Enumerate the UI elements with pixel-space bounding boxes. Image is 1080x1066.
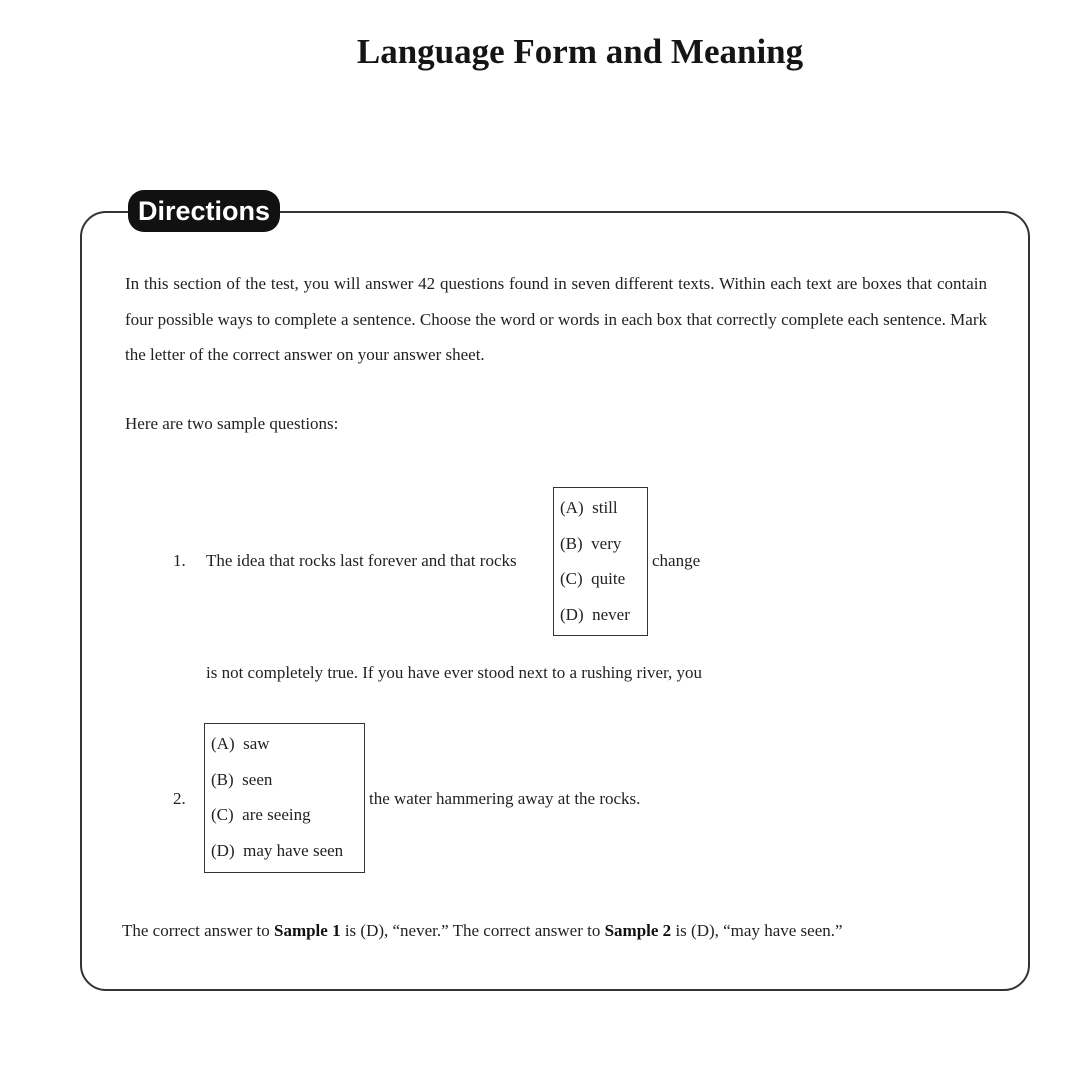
question-1-options <box>553 487 648 636</box>
directions-intro: In this section of the test, you will answer 42 questions found in seven different texts. Within each text are boxes that contain four possible ways to complete a sentence. Choose the word or words in each box that correctly complete each sentence. Mark the letter of the correct answer on your answer sheet. <box>125 274 987 364</box>
question-2-options <box>204 723 365 873</box>
samples-intro: Here are two sample questions: <box>125 414 339 433</box>
question-1-number: 1. <box>173 551 186 570</box>
question-2-after: the water hammering away at the rocks. <box>369 789 641 808</box>
sample-2-label: Sample 2 <box>604 921 672 940</box>
question-2-option-c[interactable]: (C) are seeing <box>211 805 311 824</box>
question-1-text: The idea that rocks last forever and that rocks <box>206 551 517 570</box>
question-1-option-a[interactable]: (A) still <box>560 498 618 517</box>
question-1-after: change <box>652 551 701 570</box>
question-1-option-d[interactable]: (D) never <box>560 604 630 624</box>
directions-label: Directions <box>128 190 280 232</box>
question-1-option-b[interactable]: (B) very <box>560 533 622 553</box>
answer-explanation: The correct answer to Sample 1 is (D), “never.” The correct answer to Sample 2 is (D), “may have seen.” <box>122 921 843 940</box>
question-2-option-a[interactable]: (A) saw <box>211 734 270 753</box>
question-2-option-b[interactable]: (B) seen <box>211 769 273 789</box>
sample-1-label: Sample 1 <box>273 921 341 940</box>
question-2-option-d[interactable]: (D) may have seen <box>211 840 344 860</box>
question-2-number: 2. <box>173 789 186 808</box>
passage-continuation: is not completely true. If you have ever stood next to a rushing river, you <box>206 663 702 682</box>
page-title: Language Form and Meaning <box>356 32 804 71</box>
question-1-option-c[interactable]: (C) quite <box>560 569 626 588</box>
